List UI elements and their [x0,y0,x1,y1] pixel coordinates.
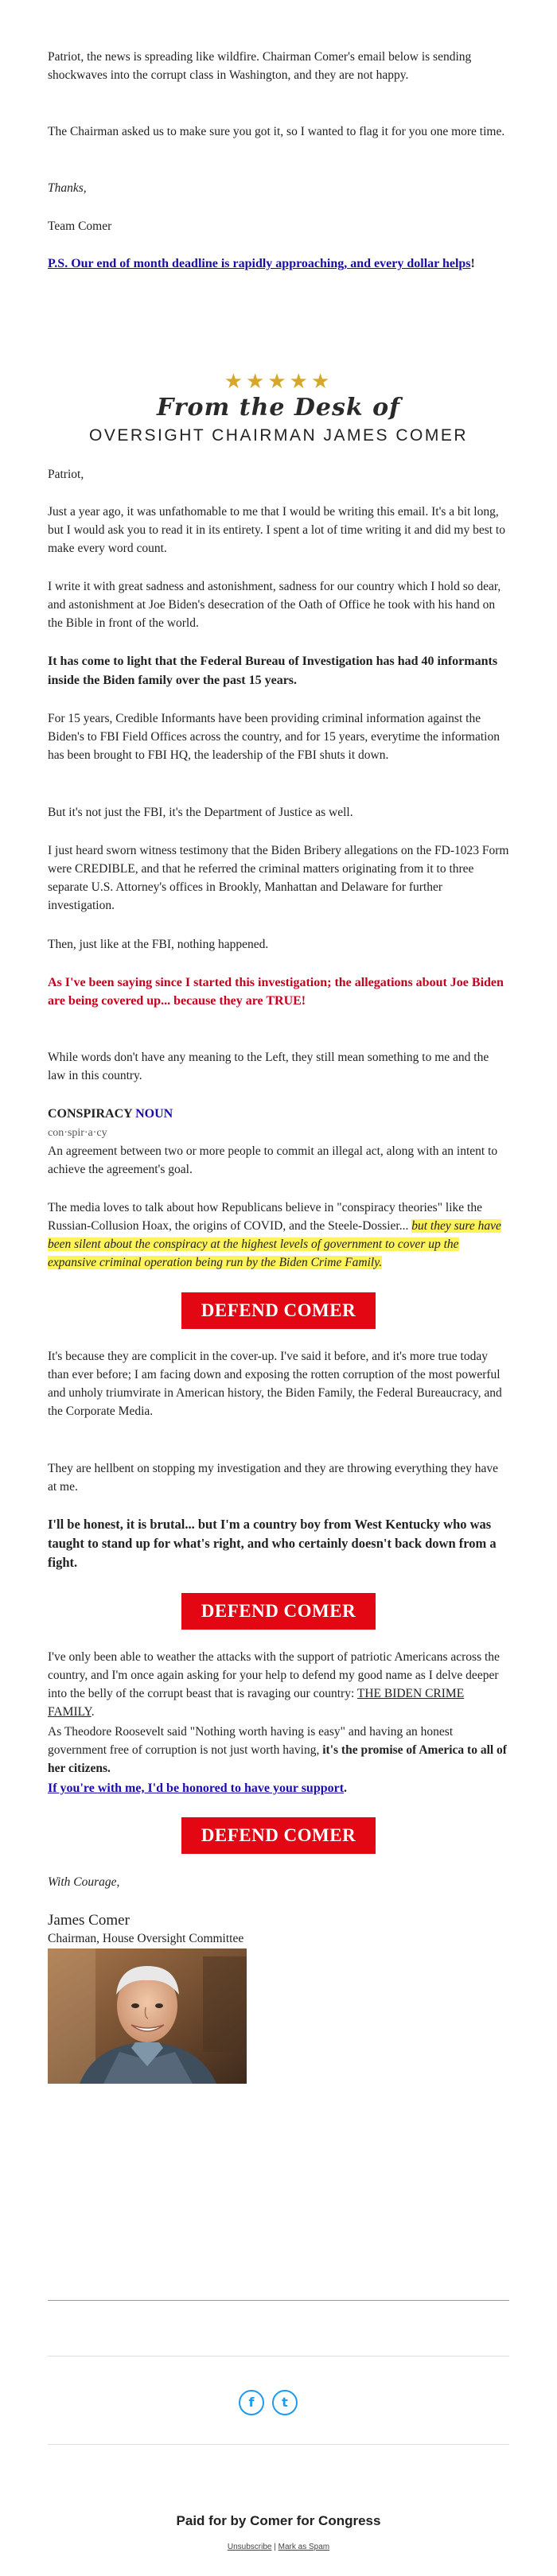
facebook-icon[interactable]: f [239,2390,264,2415]
intro-paragraph-2: The Chairman asked us to make sure you got it, so I wanted to flag it for you one more time. [48,125,505,138]
signer-name: James Comer [48,1912,130,1929]
unsubscribe-link[interactable]: Unsubscribe [227,2543,272,2551]
paid-for-disclaimer: Paid for by Comer for Congress [176,2513,381,2528]
definition-pronunciation: con·spir·a·cy [48,1127,107,1139]
definition-part-of-speech: NOUN [135,1107,173,1121]
hellbent-paragraph: They are hellbent on stopping my investigation and they are throwing everything they have at me. [48,1462,499,1494]
letter-greeting: Patriot, [48,468,84,481]
media-paragraph-text: The media loves to talk about how Republicans believe in "conspiracy theories" like the Russian-Collusion Hoax, the origins of COVID, and the Steele-Dossier... [48,1201,482,1233]
letter-paragraph-6: I just heard sworn witness testimony that the Biden Bribery allegations on the FD-1023 Form were CREDIBLE, and that he referred the criminal matters originating from it to three separate U.S. Attorney's offices in Brookly, Manhattan and Delaware for further investigation. [48,844,509,912]
defend-comer-button-1[interactable]: DEFEND COMER [181,1292,376,1329]
intro-thanks: Thanks, [48,181,87,195]
support-paragraph-text: I've only been able to weather the attacks with the support of patriotic Americans across the country, and I'm once again asking for your help to defend my good name as I delve deeper into the belly of the corrupt beast that is ravaging our country: [48,1650,500,1700]
mark-as-spam-link[interactable]: Mark as Spam [278,2543,330,2551]
defend-comer-button-2[interactable]: DEFEND COMER [181,1593,376,1630]
support-paragraph [48,1648,509,1721]
letter-red-callout: As I've been saying since I started this investigation; the allegations about Joe Biden are being covered up... because they are TRUE! [48,976,504,1008]
roosevelt-paragraph [48,1723,509,1778]
letter-paragraph-7: Then, just like at the FBI, nothing happened. [48,938,269,951]
country-boy-paragraph: I'll be honest, it is brutal... but I'm a country boy from West Kentucky who was taught to stand up for what's right, and who certainly doesn't back down from a fight. [48,1517,497,1570]
roosevelt-paragraph-bold: it's the promise of America to all of her citizens. [48,1743,507,1775]
from-desk-heading: From the Desk of [156,394,401,422]
ps-paragraph [48,254,509,273]
biden-crime-family-text: THE BIDEN CRIME FAMILY [48,1687,465,1719]
definition-word: CONSPIRACY [48,1107,133,1121]
ps-end: ! [470,257,475,270]
letter-informants-paragraph: It has come to light that the Federal Bureau of Investigation has had 40 informants inside the Biden family over the past 15 years. [48,655,498,687]
closing: With Courage, [48,1875,120,1889]
intro-signature: Team Comer [48,220,112,233]
twitter-icon[interactable]: t [272,2390,298,2415]
letter-paragraph-2: I write it with great sadness and astonishment, sadness for our country which I hold so dear, and astonishment at Joe Biden's desecration of the Oath of Office he took with his hand on the Bible in front of the world. [48,580,501,630]
ps-deadline-link[interactable]: P.S. Our end of month deadline is rapidly approaching, and every dollar helps [48,257,471,270]
footer-divider [48,2300,509,2301]
roosevelt-paragraph-text: As Theodore Roosevelt said "Nothing worth having is easy" and having an honest government free of corruption is not just worth having, [48,1725,454,1757]
letter-paragraph-1: Just a year ago, it was unfathomable to me that I would be writing this email. It's a bit long, but I would ask you to read it in its entirety. I spent a lot of time writing it and did my best to make every word count. [48,505,505,555]
support-paragraph-end: . [91,1705,95,1719]
letter-paragraph-9: While words don't have any meaning to the Left, they still mean something to me and the law in this country. [48,1051,489,1082]
complicit-paragraph: It's because they are complicit in the cover-up. I've said it before, and it's more true today than ever before; I am facing down and exposing the rotten corruption of the most powerful and unholy triumvirate in American history, the Biden Family, the Federal Bureaucracy, and the Corporate Media. [48,1350,502,1418]
support-link-paragraph [48,1779,509,1797]
definition-meaning: An agreement between two or more people to commit an illegal act, along with an intent to achieve the agreement's goal. [48,1144,498,1176]
james-comer-photo [48,1949,247,2084]
chairman-heading: OVERSIGHT CHAIRMAN JAMES COMER [89,426,468,445]
rating-stars: ★★★★★ [224,370,333,393]
letter-paragraph-5: But it's not just the FBI, it's the Department of Justice as well. [48,806,353,819]
footer-links [0,2543,557,2551]
footer-separator: | [271,2543,278,2551]
signer-title: Chairman, House Oversight Committee [48,1932,244,1945]
media-paragraph [48,1199,509,1272]
media-paragraph-highlight: but they sure have been silent about the conspiracy at the highest levels of government to cover up the expansive criminal operation being run by the Biden Crime Family. [48,1219,501,1269]
support-link-end: . [344,1781,348,1795]
social-divider-bottom [48,2444,509,2445]
letter-paragraph-4: For 15 years, Credible Informants have been providing criminal information against the Biden's to FBI Field Offices across the country, and for 15 years, everytime the information has been brought to FBI HQ, the leadership of the FBI shuts it down. [48,712,500,762]
defend-comer-button-3[interactable]: DEFEND COMER [181,1817,376,1854]
intro-paragraph-1: Patriot, the news is spreading like wildfire. Chairman Comer's email below is sending shockwaves into the corrupt class in Washington, and they are not happy. [48,50,472,82]
definition-heading [48,1105,509,1123]
support-link[interactable]: If you're with me, I'd be honored to have your support [48,1781,345,1795]
